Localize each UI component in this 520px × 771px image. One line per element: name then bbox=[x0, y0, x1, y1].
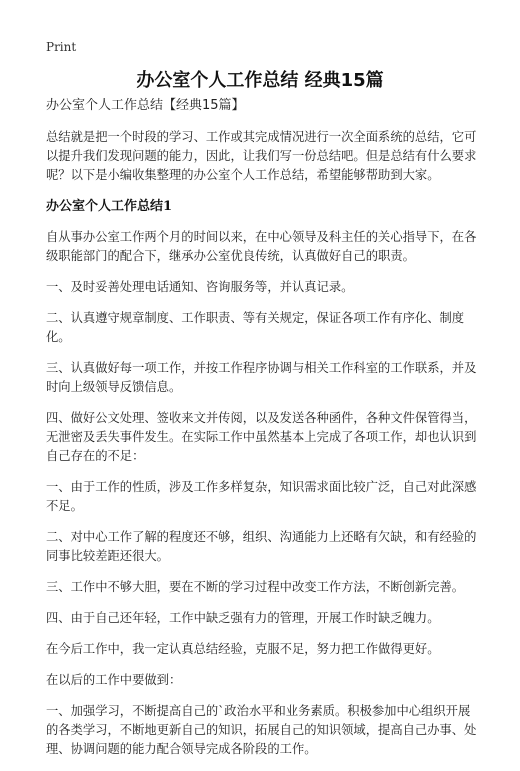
body-paragraph: 四、由于自己还年轻，工作中缺乏强有力的管理，开展工作时缺乏魄力。 bbox=[46, 611, 440, 625]
body-paragraph: 三、工作中不够大胆，要在不断的学习过程中改变工作方法，不断创新完善。 bbox=[46, 580, 465, 594]
document-body bbox=[46, 96, 478, 771]
body-paragraph: 二、对中心工作了解的程度还不够，组织、沟通能力上还略有欠缺，和有经验的同事比较差距还很大。 bbox=[46, 530, 477, 563]
body-paragraph: 二、认真遵守规章制度、工作职责、等有关规定，保证各项工作有序化、制度化。 bbox=[46, 311, 465, 344]
print-label: Print bbox=[46, 40, 77, 54]
body-paragraph: 一、由于工作的性质，涉及工作多样复杂，知识需求面比较广泛，自己对此深感不足。 bbox=[46, 480, 477, 513]
body-paragraph: 一、加强学习，不断提高自己的`政治水平和业务素质。积极参加中心组织开展的各类学习，不断地更新自己的知识，拓展自己的知识领域，提高自己办事、处理、协调问题的能力配合领导完成各阶段的工作。 bbox=[46, 704, 477, 756]
body-paragraph: 在以后的工作中要做到： bbox=[46, 673, 182, 687]
body-paragraph: 一、及时妥善处理电话通知、咨询服务等，并认真记录。 bbox=[46, 280, 354, 294]
section-heading: 办公室个人工作总结1 bbox=[46, 199, 173, 214]
document-subtitle: 办公室个人工作总结【经典15篇】 bbox=[46, 98, 245, 113]
document-title: 办公室个人工作总结 经典15篇 bbox=[136, 70, 384, 91]
body-paragraph: 自从事办公室工作两个月的时间以来，在中心领导及科主任的关心指导下，在各级职能部门的配合下，继承办公室优良传统，认真做好自己的职责。 bbox=[46, 230, 477, 263]
intro-paragraph: 总结就是把一个时段的学习、工作或其完成情况进行一次全面系统的总结，它可以提升我们发现问题的能力，因此，让我们写一份总结吧。但是总结有什么要求呢？以下是小编收集整理的办公室个人工作总结，希望能够帮助到大家。 bbox=[46, 130, 477, 182]
body-paragraph: 四、做好公文处理、签收来文并传阅，以及发送各种函件，各种文件保管得当，无泄密及丢失事件发生。在实际工作中虽然基本上完成了各项工作，却也认识到自己存在的不足： bbox=[46, 411, 477, 463]
body-paragraph: 三、认真做好每一项工作，并按工作程序协调与相关工作科室的工作联系，并及时向上级领导反馈信息。 bbox=[46, 361, 477, 394]
body-paragraph: 在今后工作中，我一定认真总结经验，克服不足，努力把工作做得更好。 bbox=[46, 642, 440, 656]
